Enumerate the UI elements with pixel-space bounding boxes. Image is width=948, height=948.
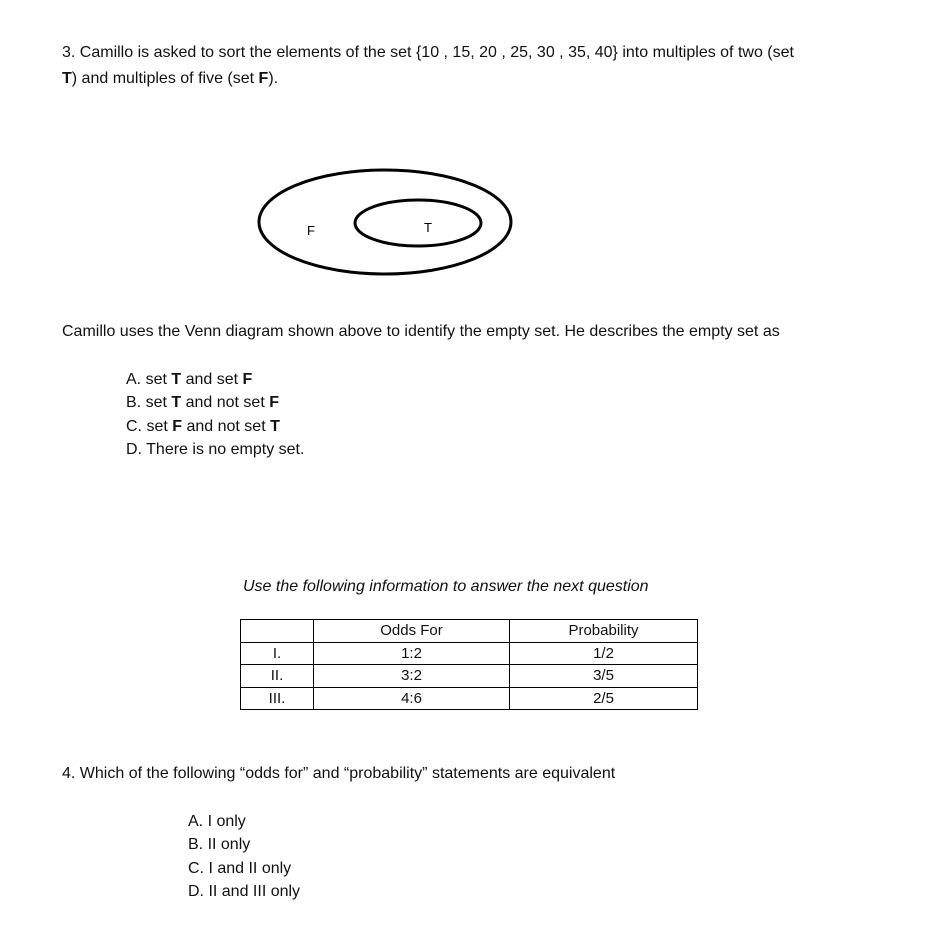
table-header-cell: Probability [510, 620, 698, 643]
set-t-ref: T [62, 70, 72, 87]
q3-stem-end: ). [268, 70, 279, 87]
q3-stem-line1: 3. Camillo is asked to sort the elements of the set {10 , 15, 20 , 25, 30 , 35, 40} into multiples of two (set [62, 44, 794, 61]
set-f-ref: F [258, 70, 269, 87]
table-row [241, 687, 698, 710]
question-3-choices [126, 368, 304, 461]
table-header-row [241, 620, 698, 643]
q3-choice-b: B. set T and not set F [126, 394, 279, 412]
q4-choice-d: D. II and III only [188, 882, 301, 900]
question-4-choices [188, 810, 300, 903]
table-cell: 4:6 [314, 687, 510, 710]
q3-choice-d: D. There is no empty set. [126, 440, 305, 458]
table-cell: 1/2 [510, 642, 698, 665]
venn-label-f: F [307, 223, 315, 238]
q4-choice-a: A. I only [188, 813, 246, 830]
table-cell: 3/5 [510, 665, 698, 688]
table-cell: III. [241, 687, 314, 710]
question-3-prompt: Camillo uses the Venn diagram shown above to identify the empty set. He describes the empty set as [62, 323, 780, 340]
table-cell: 2/5 [510, 687, 698, 710]
table-row [241, 665, 698, 688]
venn-label-t: T [424, 220, 432, 235]
table-cell: II. [241, 665, 314, 688]
venn-diagram [250, 162, 520, 282]
venn-outer-set-f [259, 170, 511, 274]
q3-choice-a: A. set T and set F [126, 371, 253, 388]
info-heading: Use the following information to answer the next question [243, 578, 649, 595]
q4-choice-b: B. II only [188, 836, 251, 854]
question-3-stem [62, 40, 902, 92]
q4-choice-c: C. I and II only [188, 859, 292, 877]
table-row [241, 642, 698, 665]
table-header-cell: Odds For [314, 620, 510, 643]
table-cell: I. [241, 642, 314, 665]
table-cell: 3:2 [314, 665, 510, 688]
odds-probability-table [240, 619, 698, 710]
q3-stem-mid: ) and multiples of five (set [71, 70, 259, 87]
q3-choice-c: C. set F and not set T [126, 417, 280, 435]
table-header-cell [241, 620, 314, 643]
venn-inner-set-t [355, 200, 481, 246]
question-4-stem: 4. Which of the following “odds for” and “probability” statements are equivalent [62, 765, 616, 782]
table-cell: 1:2 [314, 642, 510, 665]
